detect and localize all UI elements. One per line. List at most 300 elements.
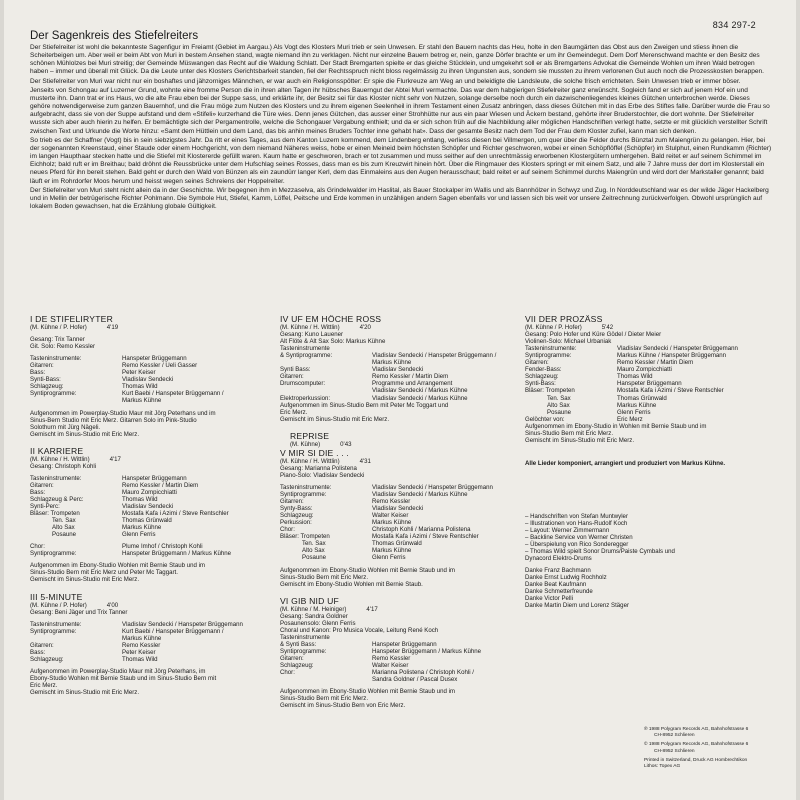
song-1	[30, 316, 248, 438]
song-title: II KARRIERE	[30, 445, 84, 456]
musician-name: Markus Kühne	[372, 519, 412, 527]
instrument-label: Fender-Bass:	[525, 366, 562, 374]
musician-row	[280, 676, 500, 683]
instrument-label: Gitarren:	[280, 373, 304, 381]
musician-row	[30, 496, 248, 503]
text-line: Danke Beat Kaufmann	[525, 581, 587, 589]
musician-name: Mostafa Kafa i Azimi / Steve Rentschler	[372, 533, 479, 541]
instrument-label: Bass:	[30, 488, 46, 496]
song-duration: 4'17	[366, 605, 378, 613]
musician-name: Vladislav Sendecki	[122, 376, 174, 384]
musician-row	[280, 648, 500, 655]
horn-list	[30, 517, 248, 538]
text-line: Danke Victor Pelli	[525, 595, 573, 603]
musician-name: Hanspeter Brüggemann	[122, 355, 187, 363]
musician-name: Remo Kessler / Martin Diem	[372, 373, 449, 381]
musician-row	[280, 380, 500, 387]
vocal-credit: Gesang: Kuno Lauener	[280, 331, 344, 339]
horn-row	[280, 547, 500, 554]
musician-row	[280, 641, 500, 648]
musician-list	[525, 345, 775, 394]
instrument-label: Schlagzeug & Perc:	[30, 495, 84, 503]
text-line: Danke Schmetterfreunde	[525, 588, 593, 596]
instrument-label	[30, 635, 122, 642]
intro-paragraph: Jenseits von Schongau auf Luzerner Grund, wohnte eine fromme Person die in ihren alten Tagen ihr hübsches Bauerngut der Abtei Muri vermachte. Das war dem habgierigen Stiefelreiter ganz erwünscht. Sogleich fand er sich auf jenem Hof ein und musterte ihn. Dann trat er ins Haus, wo die alte Frau eben bei der Suppe sass, und erklärte ihr, der Besitz sei für das Kloster nicht sehr von Nutzen, solange derselbe noch durch ein dazwischenliegendes kleines Gütchen unterbrochen werde. Dieses gehöre notwendigerweise zum ganzen Bauernhof, und die Frau möge zum Nutzen des Klosters und zu ihrem eigenen Seelenheil in ihrem Testament einen Zusatz anbringen, dass dieses Gütchen mit in das Erbe des Stiftes falle. Darüber wurde die Frau so aufgebracht, dass sie von der Suppe aufstand und dem «Stifeli» kurzerhand die Türe wies. Denn jenes Gütchen, das ausser einer Strohhütte nur aus ein paar Wiesen und Äckern bestand, gehörte ihrer Bruderstochter, die dort wohnte. Der Stiefelreiter wusste sich aber auch hierin zu helfen. Er bemächtigte sich der Pergamentrolle, welche die Schongauer Vergabung enthielt; und da er sich schon früh auf die Nachbildung aller möglichen Handschriften verlegt hatte, setzte er mit glücklich verstellter Schrift zwischen Text und Urkunde die Worte hinzu: «Samt dem Hüttlein und dem Land, das bis anhin meines Bruders Tochter inne gehabt hat». Dass der gesamte Besitz nach dem Tod der Frau dem Kloster zufiel, kann man sich denken.	[30, 86, 770, 135]
musician-list	[30, 475, 248, 517]
musician-name: Mostafa Kafa i Azimi / Steve Rentschler	[617, 387, 724, 395]
text-line: Solothurn mit Jürg Nägeli.	[30, 423, 101, 431]
instrument-label: Gitarren:	[280, 498, 304, 506]
song-credit: (M. Kühne / P. Hofer)	[525, 324, 582, 332]
instrument-label: Chor:	[280, 669, 295, 677]
instrument-label: Bläser: Trompeten	[280, 533, 330, 541]
text-line: Eric Merz.	[280, 408, 308, 416]
musician-row	[280, 484, 500, 491]
instrument-label: Ten. Sax	[52, 517, 76, 525]
instrument-label: Bass:	[30, 648, 46, 656]
musician-name: Markus Kühne	[372, 359, 412, 367]
musician-name: Vladislav Sendecki	[372, 366, 424, 374]
copyright-notice-address: CH-8952 Schlieren	[654, 748, 695, 754]
instrument-label: Schlagzeug:	[30, 383, 64, 391]
instrument-label: Syntiprogramme:	[30, 390, 77, 398]
musician-name: Vladislav Sendecki	[122, 503, 174, 511]
instrument-label	[30, 397, 122, 404]
horn-row	[525, 395, 775, 402]
instrument-label: Schlagzeug:	[280, 512, 314, 520]
song-credit: (M. Kühne / P. Hofer)	[30, 324, 87, 332]
song-credit: (M. Kühne / H. Wittlin)	[280, 457, 340, 465]
intro-paragraph: Der Stiefelreiter von Muri war nicht nur ein boshaftes und jähzorniges Männchen, er war auch ein Religionsspötter: Er spie die Flurkreuze am Weg an und beleidigte die Landsleute, die solche frisch errichteten. Sein Unwesen trieb er immer böser.	[30, 77, 741, 85]
musician-row	[30, 550, 248, 557]
composer-credit: Alle Lieder komponiert, arrangiert und produziert von Markus Kühne.	[525, 459, 726, 467]
credits-column-1	[30, 316, 248, 706]
instrument-label: Gitarren:	[30, 641, 54, 649]
phonogram-notice: ℗ 1988 Polygram Records AG, Bahnhofstrasse 6	[644, 727, 749, 732]
musician-row	[280, 491, 500, 498]
litho-notice: Lithos: Topex AG	[644, 764, 681, 770]
musician-row	[30, 503, 248, 510]
text-line: Ebony-Studio Wohlen mit Bernie Staub und im Sinus-Studio Bern mit	[30, 674, 217, 682]
musician-row	[30, 489, 248, 496]
instrument-label: Alto Sax	[547, 401, 570, 409]
musician-row	[280, 662, 500, 669]
musician-name: Vladislav Sendecki	[372, 505, 424, 513]
text-line: Aufgenommen im Ebony-Studio Wohlen mit Bernie Staub und im	[280, 688, 456, 696]
instrument-label: Synti-Bass:	[525, 380, 556, 388]
musician-name: Kurt Baebi / Hanspeter Brüggemann /	[122, 390, 224, 398]
text-line: Aufgenommen im Powerplay-Studio Maur mit Jörg Peterhans, im	[30, 667, 206, 675]
instrument-label: Synti-Bass:	[30, 376, 61, 384]
vocal-credit: Gesang: Christoph Kohli	[30, 462, 97, 470]
text-line: Sinus-Studio Bern mit Eric Merz.	[525, 429, 614, 437]
text-line: Aufgenommen im Ebony-Studio in Wohlen mit Bernie Staub und im	[525, 422, 707, 430]
instrument-label: Tasteninstrumente:	[30, 620, 82, 628]
instrument-label: Syntiprogramme:	[30, 550, 77, 558]
copyright-footer	[644, 727, 780, 770]
instrument-label	[280, 387, 372, 394]
instrument-label: Syntiprogramme:	[280, 491, 327, 499]
musician-name: Markus Kühne	[122, 397, 162, 405]
musician-row	[525, 352, 775, 359]
musician-name: Markus Kühne	[372, 547, 412, 555]
musician-name: Vladislav Sendecki / Markus Kühne	[372, 491, 468, 499]
recording-notes	[525, 423, 775, 444]
intro-paragraph: So trieb es der Schaffner (Vogt) bis in sein siebzigstes Jahr. Da ritt er eines Tages, aus dem Kanton Luzern kommend, dem Lindenberg entlang, verliess diesen bei Villmergen, um quer über die Felder durchs Bünztal zum Maiengrün zu gelangen. Hier, bei der sogenannten Kreenstaud, einer Staude oder einem Hochgericht, von dem niemand Näheres weiss, hobe er einen Meineid beim höchsten Schöpfer und Richter geschworen, wobei er einen Schöpflöffel (Schöpfer) im Stulphut, einen Rundkamm (Richter) im langen Haupthaar stecken hatte und die Stiefel mit Klostererde gefüllt waren. Kaum hatte er geschworen, brach er tot zusammen und muss seither auf den unrechtmässig erworbenen Klostergütern umhergehen. Bald reitet er auf seinem Schimmel im Eichholz; bald ruft er im Breithau; bald dröhnt die Reussbrücke unter dem Hufschlag seines Rosses, dass man es bis zum Kreuzwirt hinein hört. Über die Ringmauer des Klosters springt er mit einem Satz, und alle 7 Jahre muss der dort im Klosterstall ein neues Pferd für ihn bereit stehen. Bald geht er durch den Wald von Bünzen als ein zaundürr langer Kerl, dem das Einmaleins aus den Augen herausschaut; bald reitet er auf seinem Schimmel durchs Maiengrün und wird dort der Markstaller genannt; bald läuft er im Rohrdorfer Moos herum und heisst wegen seines Schreiens der Hoppelreiter.	[30, 136, 772, 185]
vocal-credit: Gesang: Polo Hofer und Küre Gödel / Dieter Meier	[525, 331, 662, 339]
recording-notes	[280, 567, 500, 588]
song-duration: 5'42	[601, 324, 614, 332]
musician-name: Remo Kessler	[372, 498, 411, 506]
instrument-label: Tasteninstrumente	[280, 633, 330, 641]
musician-name: Vladislav Sendecki / Hanspeter Brüggemann	[372, 483, 493, 491]
song-duration: 4'19	[106, 324, 119, 332]
musician-row	[525, 380, 775, 387]
instrument-label: Synti Bass:	[280, 366, 311, 374]
recording-notes	[30, 668, 248, 696]
musician-list	[30, 543, 248, 557]
instrument-label: Synti-Perc:	[30, 503, 60, 511]
musician-name: Thomas Wild	[122, 655, 158, 663]
text-line: Sinus-Studio Bern mit Eric Merz.	[280, 573, 369, 581]
musician-name: Programme und Arrangement	[372, 380, 453, 388]
song-4	[280, 316, 500, 423]
musician-name: Hanspeter Brüggemann	[122, 474, 187, 482]
song-credit: (M. Kühne)	[290, 440, 321, 448]
song-title: IV UF EM HÖCHE ROSS	[280, 314, 382, 324]
musician-row	[30, 369, 248, 376]
text-line: – Backline Service von Werner Christen	[525, 534, 633, 542]
musician-row	[280, 634, 500, 641]
musician-name: Mauro Zompicchiatti	[617, 366, 672, 374]
instrument-label: Tasteninstrumente:	[30, 355, 82, 363]
text-line: Sinus-Studio Bern mit Eric Merz und Peter Mc Taggart.	[30, 569, 178, 577]
musician-name: Remo Kessler	[122, 641, 161, 649]
musician-row	[525, 387, 775, 394]
musician-row	[280, 387, 500, 394]
song-credit: (M. Kühne / H. Wittlin)	[30, 455, 90, 463]
instrument-label: Gitarren:	[525, 359, 549, 367]
musician-name: Markus Kühne / Hanspeter Brüggemann	[617, 352, 727, 360]
text-line: – Handschriften von Stefan Muntwyler	[525, 512, 628, 520]
instrument-label: Bass:	[30, 369, 46, 377]
horn-row	[30, 531, 248, 538]
horn-list	[525, 395, 775, 416]
musician-row	[30, 390, 248, 397]
musician-row	[280, 345, 500, 352]
song-duration: 0'43	[340, 440, 352, 448]
musician-name: Remo Kessler / Martin Diem	[122, 481, 199, 489]
song-duration: 4'31	[359, 457, 371, 465]
musician-name: Plume Imhof / Christoph Kohli	[122, 543, 203, 551]
choir-credit: Choral und Kanon: Pro Musica Vocale, Leitung René Koch	[280, 626, 439, 634]
instrument-label: & Synti Bass:	[280, 640, 317, 648]
musician-list	[280, 634, 500, 683]
recording-notes	[280, 688, 500, 709]
musician-name: Glenn Ferris	[617, 408, 651, 416]
musician-name: Remo Kessler / Martin Diem	[617, 359, 694, 367]
musician-name: Vladislav Sendecki / Markus Kühne	[372, 394, 468, 402]
musician-name: Thomas Grünwald	[372, 540, 422, 548]
musician-name: Hanspeter Brüggemann / Markus Kühne	[122, 550, 232, 558]
instrument-label: Syntiprogramme:	[30, 627, 77, 635]
musician-row	[30, 475, 248, 482]
song-7	[525, 316, 775, 444]
instrument-label: Drumscomputer:	[280, 380, 326, 388]
text-line: – Layout: Werner Zimmermann	[525, 526, 610, 534]
musician-row	[30, 642, 248, 649]
instrument-label: Tasteninstrumente:	[30, 474, 82, 482]
song-credit: (M. Kühne / P. Hofer)	[30, 601, 87, 609]
musician-name: Markus Kühne	[122, 524, 162, 532]
text-line: Sinus-Bern Studio mit Eric Merz. Gitarren Solo im Pink-Studio	[30, 416, 197, 424]
musician-name: Eric Merz	[617, 415, 643, 423]
musician-list	[280, 345, 500, 401]
text-line: Gemischt im Sinus-Studio mit Eric Merz.	[525, 436, 635, 444]
solo-credit: Piano-Solo: Vladislav Sendecki	[280, 471, 365, 479]
text-line: – Illustrationen von Hans-Rudolf Koch	[525, 519, 628, 527]
musician-row	[30, 397, 248, 404]
song-2	[30, 445, 248, 584]
song-credit: (M. Kühne / H. Wittlin)	[280, 324, 340, 332]
text-line: Gemischt im Sinus-Studio mit Eric Merz.	[280, 415, 390, 423]
instrument-label: & Syntiprogramme:	[280, 352, 333, 360]
horn-row	[525, 402, 775, 409]
song-title: I DE STIFELIRYTER	[30, 314, 113, 324]
vocal-credit: Gesang: Trix Tanner	[30, 336, 85, 344]
musician-row	[280, 505, 500, 512]
solo-credit: Git. Solo: Remo Kessler	[30, 343, 96, 351]
vocal-credit: Gesang: Sandra Goldner	[280, 612, 348, 620]
instrument-label: Synty-Bass:	[280, 505, 313, 513]
musician-name: Glenn Ferris	[372, 554, 406, 562]
song-title: V MIR SI DIE . . .	[280, 447, 350, 458]
musician-name: Mauro Zompicchiatti	[122, 488, 177, 496]
reprise	[280, 430, 500, 448]
instrument-label: Bläser: Trompeten	[525, 387, 575, 395]
page-edge-left	[0, 0, 4, 800]
song-duration: 4'00	[106, 601, 119, 609]
song-duration: 4'17	[109, 455, 121, 463]
musician-name: Mostafa Kafa i Azimi / Steve Rentschler	[122, 510, 229, 518]
musician-row	[30, 482, 248, 489]
print-notice: Printed in Switzerland, Druck AG Hombrechtikon	[644, 757, 748, 763]
musician-row	[30, 621, 248, 628]
musician-row	[525, 366, 775, 373]
musician-name: Vladislav Sendecki / Hanspeter Brüggemann	[617, 345, 738, 353]
musician-name: Walter Keiser	[372, 662, 409, 670]
instrument-label: Gitarren:	[280, 655, 304, 663]
phonogram-notice-address: CH-8952 Schlieren	[654, 733, 695, 739]
musician-row	[30, 376, 248, 383]
instrument-label: Tasteninstrumente	[280, 345, 330, 353]
song-5	[280, 447, 500, 588]
musician-name: Thomas Wild	[122, 495, 158, 503]
text-line: Aufgenommen im Sinus-Studio Bern mit Peter Mc Toggart und	[280, 401, 449, 409]
thanks-list	[525, 567, 775, 609]
text-line: Gemischt im Sinus-Studio Bern von Eric Merz.	[280, 702, 406, 710]
instrument-label: Elektroperkussion:	[280, 394, 331, 402]
text-line: Danke Ernst Ludwig Rochholz	[525, 574, 607, 582]
copyright-notice: © 1988 Polygram Records AG, Bahnhofstrasse 6	[644, 742, 749, 748]
musician-name	[372, 345, 500, 352]
text-line: Aufgenommen im Powerplay-Studio Maur mit Jörg Peterhans und im	[30, 409, 216, 417]
instrument-label: Tasteninstrumente:	[280, 483, 332, 491]
solo-credit: Violinen-Solo: Michael Urbaniak	[525, 338, 612, 346]
instrument-label: Gelöchter von:	[525, 415, 565, 423]
catalog-number: 834 297-2	[712, 20, 756, 30]
song-title: REPRISE	[290, 430, 330, 441]
instrument-label: Syntiprogramme:	[280, 647, 327, 655]
musician-row	[280, 366, 500, 373]
intro-text	[30, 44, 772, 212]
intro-paragraph: Der Stiefelreiter ist wohl die bekannteste Sagenfigur im Freiamt (Gebiet im Aargau.) Als Vogt des Klosters Muri trieb er sein Unwesen. Er stahl den Bauern nachts das Heu, holte in den Baumgärten das Obst aus den Zweigen und stiess ihnen die Scheiterbeigen um. Aber weil er beim Abt von Muri in bestem Ansehen stand, wagte niemand ihn zu verklagen. Nicht nur einzelne Bauern betrog er, nein, ganze Dörfer brachte er um ihr Gemeindegut. Dem Dorf Merenschwand machte er den Besitz des schönen Mühlolzes bei Muri streitig; der Gemeinde Müswangen das Recht auf die Waldung Schlatt. Der Stadt Bremgarten spielte er das gleiche Stücklein, und umgekehrt soll er als Bremgartens Advokat die Gemeinde Wohlen um ihren Wald betrogen haben – immer und überall mit Glück. Da die Leute unter des Klosters Gerichtsbarkeit standen, fiel der Rechtsspruch nicht bloss regelmässig zu ihren Ungunsten aus, sondern sie mussten zu ihrem verlorenen Gut auch noch die Prozesskosten berappen.	[30, 44, 765, 76]
solo-credit: Alt Flöte & Alt Sax Solo: Markus Kühne	[280, 338, 386, 346]
song-3	[30, 591, 248, 697]
text-line: Gemischt im Sinus-Studio mit Eric Merz.	[30, 430, 140, 438]
instrument-label: Chor:	[280, 526, 295, 534]
text-line: Gemischt im Sinus-Studio mit Eric Merz.	[30, 576, 140, 584]
musician-row	[280, 395, 500, 402]
song-title: VI GIB NID UF	[280, 595, 339, 606]
instrument-label	[280, 676, 372, 683]
instrument-label: Ten. Sax	[547, 394, 571, 402]
musician-name: Glenn Ferris	[122, 531, 156, 539]
musician-row	[30, 355, 248, 362]
credits-column-2	[280, 316, 500, 719]
instrument-label: Gitarren:	[30, 481, 54, 489]
instrument-label: Posaune	[547, 408, 572, 416]
musician-name: Peter Keiser	[122, 648, 156, 656]
horn-row	[280, 554, 500, 561]
song-title: III 5-MINUTE	[30, 591, 83, 602]
horn-row	[30, 517, 248, 524]
musician-row	[280, 373, 500, 380]
musician-name: Remo Kessler / Ueli Gasser	[122, 362, 198, 370]
instrument-label: Schlagzeug:	[280, 662, 314, 670]
musician-name: Hanspeter Brüggemann / Markus Kühne	[372, 647, 482, 655]
page-title: Der Sagenkreis des Stiefelreiters	[30, 30, 199, 42]
musician-row	[525, 416, 775, 423]
musician-name: Markus Kühne	[122, 634, 162, 642]
musician-name: Thomas Grünwald	[617, 394, 667, 402]
musician-row	[30, 383, 248, 390]
musician-list	[30, 355, 248, 404]
recording-notes	[280, 402, 500, 423]
instrument-label: Tasteninstrumente:	[525, 345, 577, 353]
musician-row	[280, 655, 500, 662]
musician-row	[30, 656, 248, 663]
musician-row	[30, 635, 248, 642]
musician-row	[30, 362, 248, 369]
musician-name: Hanspeter Brüggemann	[372, 640, 437, 648]
horn-list	[280, 540, 500, 561]
production-credits	[525, 513, 775, 562]
instrument-label: Posaune	[302, 554, 327, 562]
page-edge-right	[796, 0, 800, 800]
musician-name: Thomas Wild	[122, 383, 158, 391]
musician-name: Remo Kessler	[372, 655, 411, 663]
musician-name: Christoph Kohli / Marianna Polistena	[372, 526, 471, 534]
musician-row	[280, 359, 500, 366]
text-line: Danke Franz Bachmann	[525, 567, 591, 575]
musician-list	[280, 484, 500, 540]
musician-row	[30, 510, 248, 517]
song-duration: 4'20	[359, 324, 371, 332]
instrument-label: Schlagzeug:	[525, 373, 559, 381]
instrument-label: Perkussion:	[280, 519, 312, 527]
musician-row	[30, 543, 248, 550]
musician-row	[525, 373, 775, 380]
musician-row	[525, 359, 775, 366]
credits-column-3	[525, 316, 775, 610]
text-line: Gemischt im Ebony-Studio Wohlen mit Bernie Staub.	[280, 580, 423, 588]
musician-row	[30, 628, 248, 635]
vocal-credit: Gesang: Beni Jäger und Trix Tanner	[30, 608, 128, 616]
text-line: Gemischt im Sinus-Studio mit Eric Merz.	[30, 689, 140, 697]
instrument-label: Ten. Sax	[302, 540, 326, 548]
song-credit: (M. Kühne / M. Heiniger)	[280, 605, 347, 613]
musician-name: Thomas Grünwald	[122, 517, 172, 525]
text-line: – Überspielung von Rico Sonderegger	[525, 541, 629, 549]
musician-row	[280, 519, 500, 526]
musician-name: Walter Keiser	[372, 512, 409, 520]
text-line: Danke Martin Diem und Lorenz Stäger	[525, 602, 629, 610]
musician-name: Hanspeter Brüggemann	[617, 380, 682, 388]
recording-notes	[30, 410, 248, 438]
horn-row	[525, 409, 775, 416]
musician-name: Vladislav Sendecki / Hanspeter Brüggemann /	[372, 352, 497, 360]
musician-row	[280, 526, 500, 533]
musician-name: Vladislav Sendecki / Hanspeter Brüggemann	[122, 620, 243, 628]
musician-row	[280, 533, 500, 540]
instrument-label: Alto Sax	[302, 547, 325, 555]
text-line: – Thomas Wild spielt Sonor Drums/Paiste Cymbals und	[525, 548, 675, 556]
instrument-label	[280, 359, 372, 366]
musician-list	[525, 416, 775, 423]
instrument-label: Gitarren:	[30, 362, 54, 370]
text-line: Aufgenommen im Ebony-Studio Wohlen mit Bernie Staub und im	[280, 566, 456, 574]
musician-name: Marianna Polistena / Christoph Kohli /	[372, 669, 474, 677]
musician-name	[372, 634, 500, 641]
musician-name: Thomas Wild	[617, 373, 653, 381]
instrument-label: Schlagzeug:	[30, 655, 64, 663]
musician-row	[30, 649, 248, 656]
recording-notes	[30, 562, 248, 583]
musician-list	[30, 621, 248, 663]
musician-row	[280, 498, 500, 505]
musician-row	[280, 352, 500, 359]
instrument-label: Chor:	[30, 543, 45, 551]
musician-name: Kurt Baebi / Hanspeter Brüggemann /	[122, 627, 224, 635]
instrument-label: Bläser: Trompeten	[30, 510, 80, 518]
musician-name: Peter Keiser	[122, 369, 156, 377]
solo-credit: Posaunensolo: Glenn Ferris	[280, 619, 356, 627]
musician-row	[280, 512, 500, 519]
musician-row	[280, 669, 500, 676]
text-line: Aufgenommen im Ebony-Studio Wohlen mit Bernie Staub und im	[30, 562, 206, 570]
song-title: VII DER PROZÄSS	[525, 314, 603, 324]
musician-name: Markus Kühne	[617, 401, 657, 409]
instrument-label: Alto Sax	[52, 524, 75, 532]
text-line: Eric Merz.	[30, 682, 58, 690]
horn-row	[30, 524, 248, 531]
text-line: Dynacord Elektro-Drums	[525, 555, 592, 563]
instrument-label: Syntiprogramme:	[525, 352, 572, 360]
vocal-credit: Gesang: Marianna Polistena	[280, 464, 357, 472]
text-line: Sinus-Studio Bern mit Eric Merz.	[280, 695, 369, 703]
musician-name: Sandra Goldner / Pascal Dusex	[372, 676, 458, 684]
